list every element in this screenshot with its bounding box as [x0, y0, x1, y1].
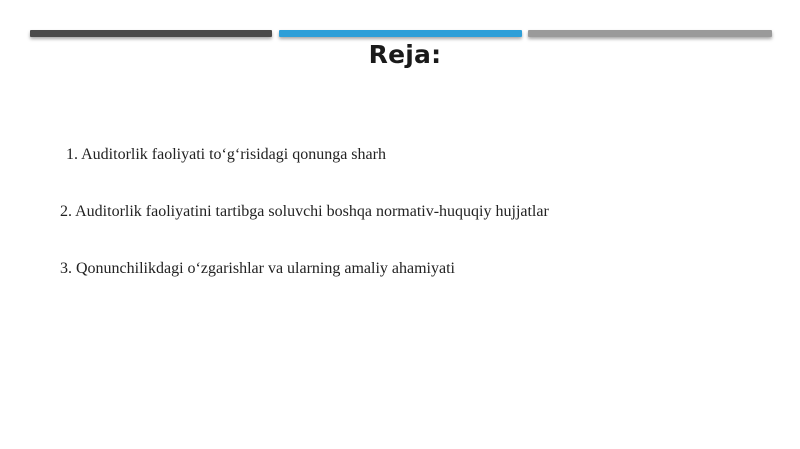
plan-item-2: 2. Auditorlik faoliyatini tartibga soluvchi boshqa normativ-huquqiy hujjatlar — [60, 203, 549, 220]
decor-bar-blue — [279, 30, 522, 37]
decor-bar-gray — [528, 30, 772, 37]
decor-bar-dark — [30, 30, 272, 37]
header-decor-bars — [30, 30, 772, 39]
plan-item-1: 1. Auditorlik faoliyati to‘g‘risidagi qonunga sharh — [66, 146, 386, 163]
slide-title: Reja: — [368, 40, 442, 69]
plan-item-3: 3. Qonunchilikdagi o‘zgarishlar va ularning amaliy ahamiyati — [60, 260, 455, 277]
